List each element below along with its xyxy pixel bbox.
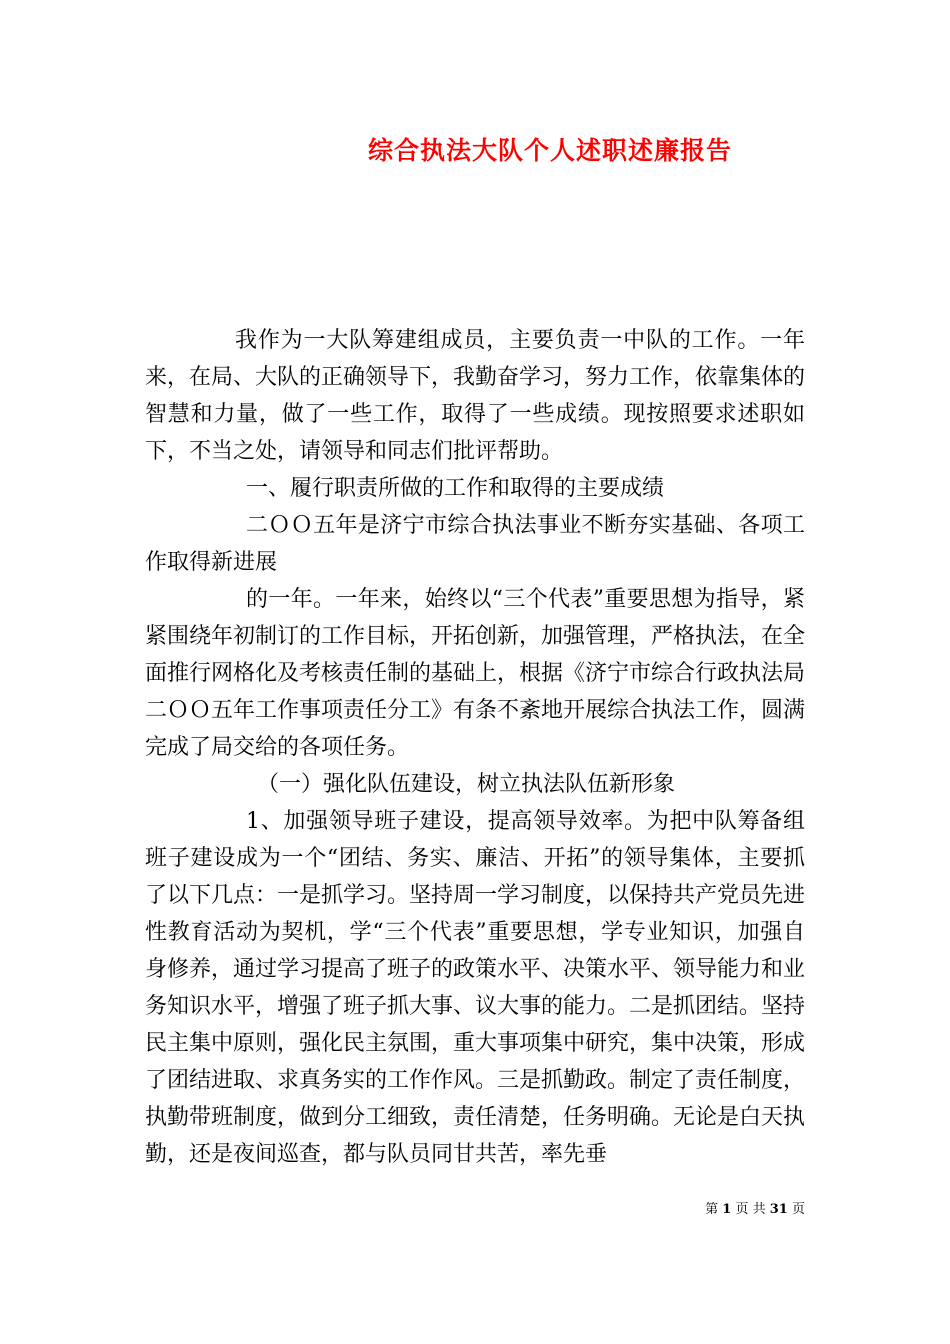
footer-suffix: 页: [791, 1202, 805, 1217]
footer-prefix: 第: [705, 1202, 719, 1217]
paragraph-2005-start: 二ＯＯ五年是济宁市综合执法事业不断夯实基础、各项工作取得新进展: [145, 513, 805, 575]
document-title: 综合执法大队个人述职述廉报告: [367, 136, 732, 165]
section-heading-1: 一、履行职责所做的工作和取得的主要成绩: [246, 476, 665, 501]
total-page-number: 31: [769, 1202, 788, 1217]
intro-paragraph: 我作为一大队筹建组成员，主要负责一中队的工作。一年来，在局、大队的正确领导下，我勤奋学习，努力工作，依靠集体的智慧和力量，做了一些工作，取得了一些成绩。现按照要求述职如下，不当之处，请领导和同志们批评帮助。: [145, 328, 806, 464]
paragraph-2005-continued: 的一年。一年来，始终以“三个代表”重要思想为指导，紧紧围绕年初制订的工作目标，开拓创新，加强管理，严格执法，在全面推行网格化及考核责任制的基础上，根据《济宁市综合行政执法局二ＯＯ五年工作事项责任分工》有条不紊地开展综合执法工作，圆满完成了局交给的各项任务。: [145, 587, 806, 760]
current-page-number: 1: [722, 1202, 732, 1217]
footer-middle: 页 共: [735, 1202, 766, 1217]
page-footer: [705, 1201, 805, 1219]
subsection-heading-1: （一）强化队伍建设，树立执法队伍新形象: [257, 772, 676, 797]
document-body: [145, 322, 805, 1173]
leadership-paragraph: 1、加强领导班子建设，提高领导效率。为把中队筹备组班子建设成为一个“团结、务实、廉洁、开拓”的领导集体，主要抓了以下几点：一是抓学习。坚持周一学习制度，以保持共产党员先进性教育活动为契机，学“三个代表”重要思想，学专业知识，加强自身修养，通过学习提高了班子的政策水平、决策水平、领导能力和业务知识水平，增强了班子抓大事、议大事的能力。二是抓团结。坚持民主集中原则，强化民主氛围，重大事项集中研究，集中决策，形成了团结进取、求真务实的工作作风。三是抓勤政。制定了责任制度，执勤带班制度，做到分工细致，责任清楚，任务明确。无论是白天执勤，还是夜间巡查，都与队员同甘共苦，率先垂: [145, 809, 806, 1167]
